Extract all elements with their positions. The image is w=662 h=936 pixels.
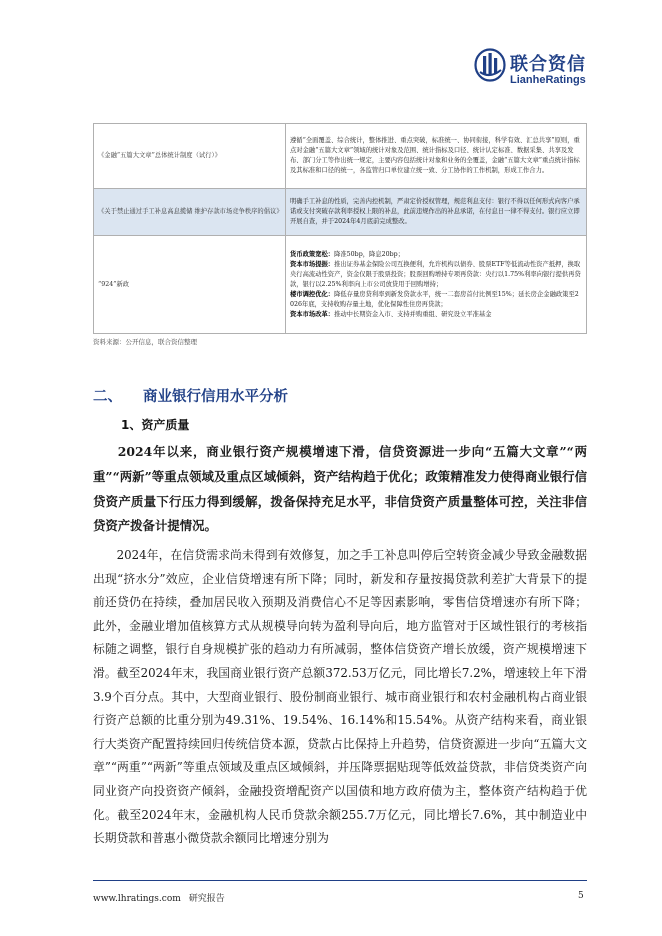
- footer-website: www.lhratings.com: [93, 894, 181, 904]
- table-row: [94, 189, 587, 236]
- logo-english-name: LianheRatings: [510, 74, 586, 86]
- body-paragraph: 2024年，在信贷需求尚未得到有效修复，加之手工补息叫停后空转资金减少导致金融数据出现“挤水分”效应，企业信贷增速有所下降；同时，新发和存量按揭贷款利差扩大背景下的提前还贷仍在持续，叠加居民收入预期及消费信心不足等因素影响，零售信贷增速亦有所下降；此外，金融业增加值核算方式从规模导向转为盈利导向后，地方监管对于区域性银行的考核指标随之调整，银行自身规模扩张的趋动力有所减弱，整体信贷资产增长放缓，资产规模增速下滑。截至2024年末，我国商业银行资产总额372.53万亿元，同比增长7.2%，增速较上年下滑3.9个百分点。其中，大型商业银行、股份制商业银行、城市商业银行和农村金融机构占商业银行资产总额的比重分别为49.31%、19.54%、16.14%和15.54%。从资产结构来看，商业银行大类资产配置持续回归传统信贷本源，贷款占比保持上升趋势，信贷资源进一步向“五篇大文章”“两重”“两新”等重点领域及重点区域倾斜，并压降票据贴现等低效益贷款，非信贷类资产向同业资产向投资资产倾斜，金融投资增配资产以国债和地方政府债为主，整体资产结构趋于优化。截至2024年末，金融机构人民币贷款余额255.7万亿元，同比增长7.6%，其中制造业中长期贷款和普惠小微贷款余额同比增速分别为: [93, 548, 587, 846]
- segment-text: 推动中长期资金入市、支持并购重组、研究设立平准基金: [334, 310, 492, 318]
- footer-divider: [93, 880, 587, 881]
- policy-name-cell: 《关于禁止通过手工补息高息揽储 维护存款市场竞争秩序的倡议》: [94, 189, 286, 236]
- subsection-heading: 1、资产质量: [121, 418, 190, 432]
- segment-text: 降准50bp，降息20bp；: [334, 250, 405, 258]
- table-row: [94, 124, 587, 189]
- policy-name-cell: “924”新政: [94, 236, 286, 334]
- policy-table: [93, 123, 587, 334]
- segment-label: 货币政策宽松：: [290, 250, 335, 258]
- footer-report-label: 研究报告: [188, 894, 225, 904]
- table-row: [94, 236, 587, 334]
- section-heading: [93, 385, 288, 406]
- page-number: 5: [578, 891, 584, 901]
- company-logo: [474, 48, 624, 92]
- segment-text: 降低存量房贷利率到新发贷款水平，统一二套房首付比例至15%；延长房企金融政策至2026年底，支持收购存量土地，优化保障性住房再贷款；: [290, 290, 579, 308]
- segment-label: 资本市场提振：: [290, 260, 335, 268]
- segment-text: 推出证券基金保险公司互换便利，允许机构以债券、股票ETF等低流动性资产抵押，换取央行高流动性资产，资金仅限于股票投资；股票回购增持专项再贷款：央行以1.75%利率向银行提供再贷款，银行以2.25%利率向上市公司放贷用于回购增持；: [290, 260, 581, 288]
- segment-label: 楼市调控优化：: [290, 290, 335, 298]
- policy-detail-cell: [286, 236, 587, 334]
- policy-name-cell: 《金融“五篇大文章”总体统计制度（试行）》: [94, 124, 286, 189]
- policy-segment: [290, 310, 582, 320]
- policy-segment: [290, 290, 582, 310]
- lianhe-logo-icon: [474, 48, 506, 82]
- segment-label: 资本市场改革：: [290, 310, 335, 318]
- logo-chinese-name: 联合资信: [510, 54, 586, 75]
- lead-paragraph: 2024年以来，商业银行资产规模增速下滑，信贷资源进一步向“五篇大文章”“两重”“两新”等重点领域及重点区域倾斜，资产结构趋于优化；政策精准发力使得商业银行信贷资产质量下行压力得到缓解，拨备保持充足水平，非信贷资产质量整体可控，关注非信贷资产拨备计提情况。: [93, 444, 587, 534]
- footer-info: [93, 891, 225, 904]
- policy-detail-cell: 遵循“全面覆盖、综合统计，整体推进、重点突破，标准统一、协同衔接，科学有效、汇总共享”原则，重点对金融“五篇大文章”领域的统计对象及范围、统计指标及口径、统计认定标准、数据采集、共享及发布、部门分工等作出统一规定，主要内容包括统计对象和业务的全覆盖，金融“五篇大文章”重点统计指标及其标准和口径的统一，各监管归口单位建立统一致、分工协作的工作机制，形成工作合力。: [286, 124, 587, 189]
- policy-segment: [290, 260, 582, 290]
- section-number: 二、: [93, 389, 122, 405]
- section-title: 商业银行信用水平分析: [143, 389, 288, 405]
- table-source-note: 资料来源：公开信息，联合资信整理: [93, 338, 197, 346]
- policy-detail-cell: 明确手工补息的性质，完善内控机制，严肃定价授权管理，规范利息支付：银行不得以任何形式向客户承诺或支付突破存款利率授权上限的补息，此前违规作出的补息承诺，在付息日一律不得支付。银行应立即开展自查，并于2024年4月底前完成整改。: [286, 189, 587, 236]
- policy-segment: [290, 250, 582, 260]
